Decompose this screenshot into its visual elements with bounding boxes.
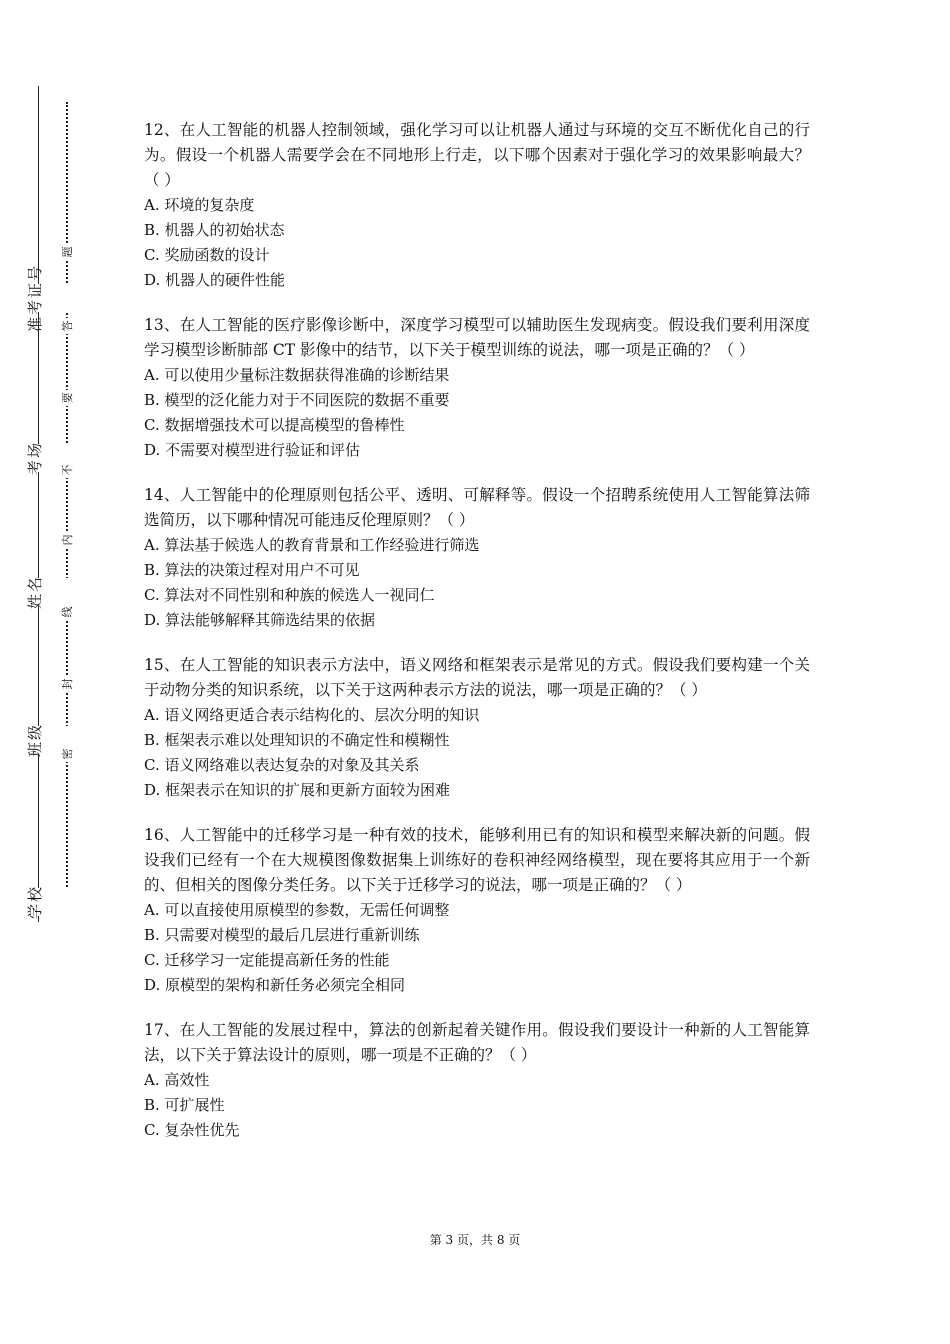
question-list: [144, 118, 810, 1163]
question-12: [144, 118, 810, 293]
option-a: A. 可以直接使用原模型的参数，无需任何调整: [144, 901, 450, 919]
seal-char: 不: [59, 462, 75, 478]
option-c: C. 迁移学习一定能提高新任务的性能: [144, 951, 390, 969]
field-label-class: 班级: [0, 726, 74, 754]
seal-char: 内: [59, 532, 75, 548]
field-label-exam-room: 考场: [0, 444, 74, 472]
field-label-exam-number: 准考证号: [0, 284, 74, 312]
option-d: D. 算法能够解释其筛选结果的依据: [144, 611, 376, 629]
question-17: [144, 1018, 810, 1143]
option-d: D. 不需要对模型进行验证和评估: [144, 441, 361, 459]
option-c: C. 数据增强技术可以提高模型的鲁棒性: [144, 416, 405, 434]
question-stem: 17、在人工智能的发展过程中，算法的创新起着关键作用。假设我们要设计一种新的人工智能算法，以下关于算法设计的原则，哪一项是不正确的？（ ）: [144, 1021, 810, 1064]
option-b: B. 框架表示难以处理知识的不确定性和模糊性: [144, 731, 450, 749]
option-d: D. 框架表示在知识的扩展和更新方面较为困难: [144, 781, 451, 799]
question-16: [144, 823, 810, 998]
question-stem: 14、人工智能中的伦理原则包括公平、透明、可解释等。假设一个招聘系统使用人工智能算法筛选简历，以下哪种情况可能违反伦理原则？（ ）: [144, 486, 810, 529]
option-a: A. 语义网络更适合表示结构化的、层次分明的知识: [144, 706, 480, 724]
seal-char: 封: [59, 676, 75, 692]
field-label-name: 姓名: [0, 578, 74, 606]
option-b: B. 算法的决策过程对用户不可见: [144, 561, 360, 579]
question-14: [144, 483, 810, 633]
seal-char: 要: [59, 390, 75, 406]
option-d: D. 原模型的架构和新任务必须完全相同: [144, 976, 406, 994]
option-b: B. 模型的泛化能力对于不同医院的数据不重要: [144, 391, 450, 409]
binding-solid-line: [38, 86, 39, 922]
option-a: A. 可以使用少量标注数据获得准确的诊断结果: [144, 366, 450, 384]
question-13: [144, 313, 810, 463]
option-c: C. 语义网络难以表达复杂的对象及其关系: [144, 756, 420, 774]
binding-dotted-line: [66, 102, 68, 906]
option-a: A. 算法基于候选人的教育背景和工作经验进行筛选: [144, 536, 480, 554]
option-b: B. 只需要对模型的最后几层进行重新训练: [144, 926, 420, 944]
question-15: [144, 653, 810, 803]
seal-char: 答: [59, 318, 75, 334]
option-b: B. 机器人的初始状态: [144, 221, 285, 239]
question-stem: 12、在人工智能的机器人控制领域，强化学习可以让机器人通过与环境的交互不断优化自己的行为。假设一个机器人需要学会在不同地形上行走，以下哪个因素对于强化学习的效果影响最大？（ ）: [144, 121, 810, 189]
option-c: C. 复杂性优先: [144, 1121, 240, 1139]
seal-char: 密: [59, 746, 75, 762]
seal-char: 题: [59, 244, 75, 260]
option-d: D. 机器人的硬件性能: [144, 271, 286, 289]
option-c: C. 奖励函数的设计: [144, 246, 270, 264]
seal-char: 线: [59, 604, 75, 620]
question-stem: 16、人工智能中的迁移学习是一种有效的技术，能够利用已有的知识和模型来解决新的问题。假设我们已经有一个在大规模图像数据集上训练好的卷积神经网络模型，现在要将其应用于一个新的、但相关的图像分类任务。以下关于迁移学习的说法，哪一项是正确的？（ ）: [144, 826, 810, 894]
option-b: B. 可扩展性: [144, 1096, 225, 1114]
page-number: 第 3 页，共 8 页: [429, 1233, 521, 1247]
field-label-school: 学校: [0, 888, 74, 916]
option-a: A. 高效性: [144, 1071, 210, 1089]
option-a: A. 环境的复杂度: [144, 196, 255, 214]
option-c: C. 算法对不同性别和种族的候选人一视同仁: [144, 586, 435, 604]
question-stem: 13、在人工智能的医疗影像诊断中，深度学习模型可以辅助医生发现病变。假设我们要利用深度学习模型诊断肺部 CT 影像中的结节，以下关于模型训练的说法，哪一项是正确的？（ ）: [144, 316, 810, 359]
question-stem: 15、在人工智能的知识表示方法中，语义网络和框架表示是常见的方式。假设我们要构建一个关于动物分类的知识系统，以下关于这两种表示方法的说法，哪一项是正确的？（ ）: [144, 656, 810, 699]
